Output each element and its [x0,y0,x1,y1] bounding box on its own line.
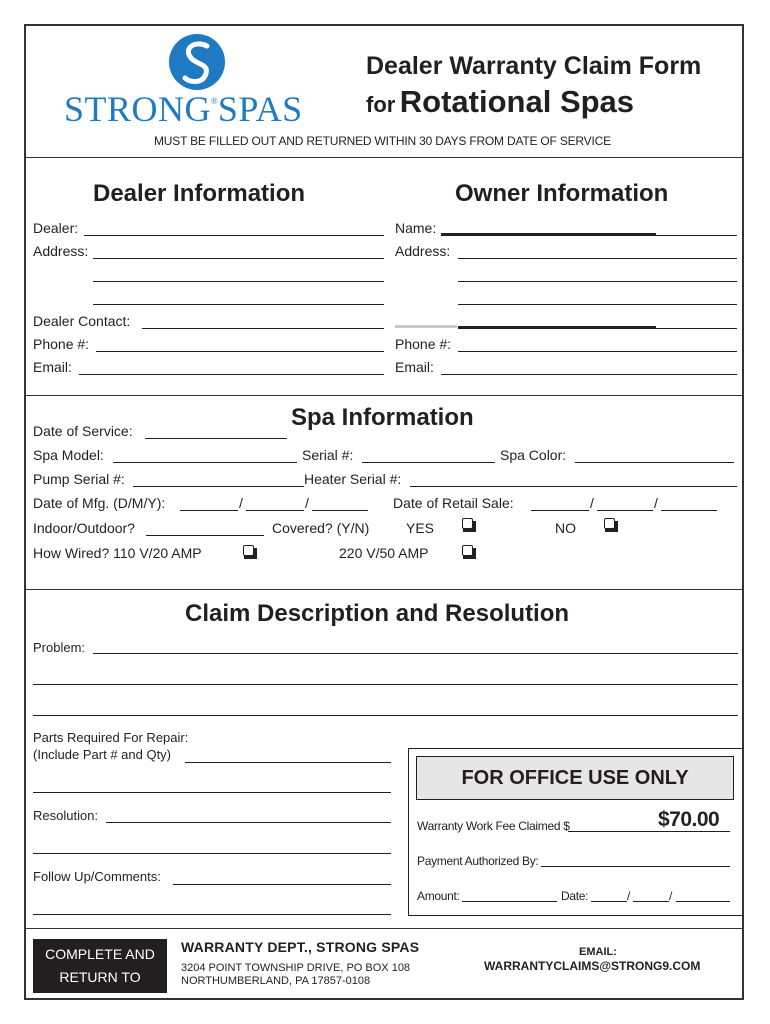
covered-yes-label: YES [406,520,435,536]
spa-color-label: Spa Color: [500,447,567,463]
wired-110v-checkbox[interactable] [243,545,254,556]
retail-date-slash: / [590,495,594,511]
date-of-service-field[interactable] [145,438,287,439]
dealer-email-label: Email: [33,359,72,375]
heater-serial-field[interactable] [410,486,737,487]
warranty-email-link[interactable]: WARRANTYCLAIMS@STRONG9.COM [484,959,701,973]
pump-serial-label: Pump Serial #: [33,471,125,487]
retail-day-field[interactable] [531,510,589,511]
form-title-line1: Dealer Warranty Claim Form [366,52,702,80]
owner-address-label: Address: [395,243,451,259]
parts-sub-label: (Include Part # and Qty) [33,747,172,762]
owner-info-heading: Owner Information [455,180,669,207]
office-use-title [416,756,734,800]
payment-authorized-field[interactable] [541,866,730,867]
divider [24,928,744,929]
covered-no-label: NO [555,520,576,536]
warranty-address-line2: NORTHUMBERLAND, PA 17857-0108 [181,975,371,987]
complete-and-return-box [33,939,167,993]
parts-field[interactable] [185,762,391,763]
owner-phone-field[interactable] [458,351,737,352]
indoor-outdoor-field[interactable] [146,535,264,536]
office-use-title-text: FOR OFFICE USE ONLY [461,766,689,789]
problem-field-3[interactable] [33,715,738,716]
resolution-label: Resolution: [33,808,99,823]
office-date-slash: / [669,889,673,903]
owner-name-label: Name: [395,220,437,236]
dealer-contact-field[interactable] [142,328,384,329]
serial-label: Serial #: [302,447,354,463]
amount-field[interactable] [462,901,557,902]
wired-220v-checkbox[interactable] [462,545,473,556]
parts-field-2[interactable] [33,792,391,793]
brand-spas: SPAS [217,89,303,129]
office-date-day-field[interactable] [591,901,627,902]
brand-strong: STRONG [64,89,212,129]
dealer-address-field[interactable] [93,258,384,259]
divider [24,157,744,158]
spa-model-label: Spa Model: [33,447,104,463]
covered-no-checkbox[interactable] [604,518,615,529]
dealer-email-field[interactable] [79,374,384,375]
dealer-contact-label: Dealer Contact: [33,313,131,329]
email-heading: EMAIL: [579,946,617,958]
office-date-label: Date: [561,889,589,903]
swirl-icon [167,32,227,92]
office-date-year-field[interactable] [676,901,730,902]
owner-address-field[interactable] [458,258,737,259]
followup-label: Follow Up/Comments: [33,869,161,884]
fee-claimed-value: $70.00 [658,808,720,831]
dealer-label: Dealer: [33,220,79,236]
retail-year-field[interactable] [661,510,717,511]
owner-name-field[interactable] [441,235,737,236]
indoor-outdoor-label: Indoor/Outdoor? [33,520,135,536]
problem-label: Problem: [33,640,86,655]
covered-yes-checkbox[interactable] [462,518,473,529]
followup-field[interactable] [173,884,391,885]
covered-label: Covered? (Y/N) [272,520,370,536]
dealer-address-field-2[interactable] [93,281,384,282]
resolution-field-2[interactable] [33,853,391,854]
dealer-address-label: Address: [33,243,89,259]
dealer-address-field-3[interactable] [93,304,384,305]
complete-and-return-line2: RETURN TO [59,969,141,985]
dealer-info-heading: Dealer Information [93,180,306,207]
followup-field-2[interactable] [33,914,391,915]
strong-spas-logo [62,32,332,132]
warranty-address-line1: 3204 POINT TOWNSHIP DRIVE, PO BOX 108 [181,962,411,974]
mfg-date-label: Date of Mfg. (D/M/Y): [33,495,166,511]
form-title-product: Rotational Spas [399,84,635,119]
owner-address-field-2[interactable] [458,281,737,282]
mfg-date-slash: / [305,495,309,511]
amount-label: Amount: [417,889,460,903]
owner-extra-field[interactable] [458,328,737,329]
office-date-slash: / [627,889,631,903]
claim-heading: Claim Description and Resolution [185,600,570,627]
date-of-service-label: Date of Service: [33,423,133,439]
fee-claimed-label: Warranty Work Fee Claimed $ [417,819,570,833]
owner-email-field[interactable] [441,374,737,375]
wired-220v-label: 220 V/50 AMP [339,545,429,561]
parts-label: Parts Required For Repair: [33,730,189,745]
resolution-field[interactable] [106,822,391,823]
serial-field[interactable] [362,462,495,463]
dealer-phone-field[interactable] [96,351,384,352]
mfg-year-field[interactable] [312,510,368,511]
divider [24,589,744,590]
form-title-line2 [366,84,634,120]
form-title-for: for [366,92,396,117]
spa-model-field[interactable] [113,462,297,463]
spa-info-heading: Spa Information [291,404,474,431]
owner-phone-label: Phone #: [395,336,452,352]
dealer-phone-label: Phone #: [33,336,90,352]
problem-field-2[interactable] [33,684,738,685]
retail-month-field[interactable] [597,510,653,511]
how-wired-label: How Wired? 110 V/20 AMP [33,545,202,561]
divider [24,395,744,396]
owner-address-field-3[interactable] [458,304,737,305]
trademark-mark: ® [211,96,218,106]
pump-serial-field[interactable] [133,486,304,487]
office-date-month-field[interactable] [633,901,669,902]
retail-date-slash: / [654,495,658,511]
dealer-field[interactable] [84,235,384,236]
payment-authorized-label: Payment Authorized By: [417,854,539,868]
warranty-dept-name: WARRANTY DEPT., STRONG SPAS [181,939,420,955]
problem-field[interactable] [93,653,738,654]
heater-serial-label: Heater Serial #: [304,471,402,487]
return-notice: MUST BE FILLED OUT AND RETURNED WITHIN 30 DAYS FROM DATE OF SERVICE [154,134,611,148]
complete-and-return-line1: COMPLETE AND [45,946,155,962]
retail-date-label: Date of Retail Sale: [393,495,514,511]
mfg-day-field[interactable] [180,510,238,511]
owner-email-label: Email: [395,359,434,375]
mfg-date-slash: / [239,495,243,511]
mfg-month-field[interactable] [246,510,304,511]
spa-color-field[interactable] [575,462,734,463]
